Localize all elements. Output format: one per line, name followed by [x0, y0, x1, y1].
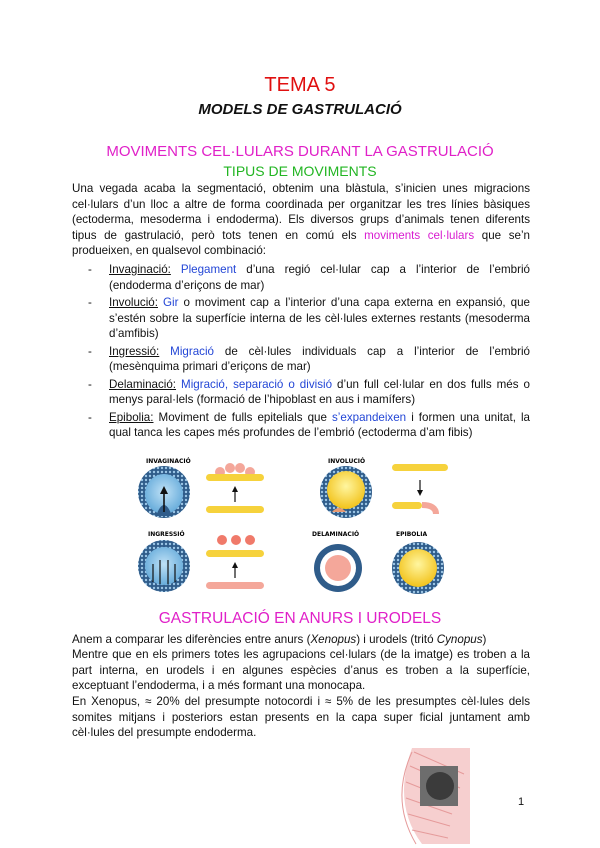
- involution-cell-sheet: [392, 464, 448, 514]
- movement-keyword: s’expandeixen: [332, 410, 407, 424]
- invagination-cell-sheet: [206, 463, 264, 513]
- section-subheading-types: TIPUS DE MOVIMENTS: [223, 163, 377, 179]
- epiboly-diagram: [392, 531, 444, 594]
- intro-highlight: moviments cel·lulars: [364, 228, 475, 242]
- anurans-urodeles-paragraph: Mentre que en els primers totes les agrupacions cel·lulars (de la imatge) es troben a la part interna, en urodels i en algunes espècies d’anus es troben a la superfície, exceptuant l’endoderma, i a més formant una monocapa.: [72, 648, 530, 692]
- movement-keyword: Gir: [163, 296, 179, 309]
- delamination-diagram: [312, 531, 362, 592]
- movement-keyword: Plegament: [180, 263, 237, 276]
- figure-label: DELAMINACIÓ: [312, 531, 360, 538]
- movement-term: Involució:: [109, 296, 158, 309]
- comparison-paragraph: [72, 632, 530, 648]
- section-heading-anurans-urodeles: GASTRULACIÓ EN ANURS I URODELS: [158, 610, 442, 627]
- list-item: - Invaginació: Plegament d’una regió cel·lular cap a l’interior de l’embrió (endoderma d’eriçons de mar): [88, 263, 530, 292]
- movement-keyword: Migració: [170, 344, 214, 358]
- movement-description: i formen una unitat, la qual tanca les capes més profundes de l’embrió (ectoderma d’am fibis): [109, 410, 530, 439]
- gastrulation-movements-figure: [136, 454, 472, 596]
- figure-label: INVAGINACIÓ: [146, 458, 191, 465]
- page-subtitle: MODELS DE GASTRULACIÓ: [198, 101, 402, 118]
- list-item: - Ingressió: Migració de cèl·lules individuals cap a l’interior de l’embrió (mesènquima primari d’eriçons de mar): [88, 344, 530, 373]
- movement-list: [88, 262, 530, 443]
- ingression-diagram: [138, 531, 190, 592]
- genus-name: Cynopus: [436, 633, 483, 646]
- movement-keyword: Migració, separació o divisió: [181, 377, 333, 391]
- list-item: - Delaminació: Migració, separació o divisió d’un full cel·lular en dos fulls més o menys paral·lels (formació de l’hipoblast en aus i mamífers): [88, 377, 530, 406]
- paragraph-text: Anem a comparar les diferències entre anurs (: [72, 633, 311, 646]
- list-item: - Involució: Gir o moviment cap a l’interior d’una capa externa en expansió, que s’estén sobre la superfície interna de les cèl·lules externes restants (mesoderma d’amfibis): [88, 296, 530, 340]
- figure-label: INGRESSIÓ: [148, 531, 185, 538]
- page-title: TEMA 5: [264, 74, 336, 96]
- intro-text-end: que se’n produeixen, en qualsevol combinació:: [72, 228, 530, 257]
- invagination-diagram: [138, 458, 191, 518]
- movement-description: d’una regió cel·lular cap a l’interior de l’embrió (endoderma d’eriçons de mar): [109, 263, 530, 292]
- movement-term: Delaminació:: [109, 377, 177, 391]
- movement-description: o moviment cap a l’interior d’una capa externa en expansió, que s’estén sobre la superfície interna de les cèl·lules externes restants (mesoderma d’amfibis): [109, 296, 530, 340]
- intro-paragraph: [72, 181, 530, 259]
- movement-term: Epibolia:: [109, 410, 154, 424]
- movement-description: de cèl·lules individuals cap a l’interior de l’embrió (mesènquima primari d’eriçons de mar): [109, 344, 530, 373]
- movement-term: Invaginació:: [109, 263, 171, 276]
- xenopus-paragraph: En Xenopus, ≈ 20% del presumpte notocordi i ≈ 5% de les presumptes cèl·lules dels somites mitjans i posteriors estan presents en la capa super ficial juntament amb cèl·lules del presumpte endoderma.: [72, 695, 530, 739]
- movement-description: Moviment de fulls epitelials que: [153, 410, 332, 424]
- intro-text: Una vegada acaba la segmentació, obtenim una blàstula, s’inicien unes migracions cel·lulars d’un lloc a altre de forma coordinada per organitzar les tres línies bàsiques (ectoderma, mesoderma i endoderma). Els diversos grups d’animals tenen diferents tipus de gastrulació, però tots tenen en comú els: [72, 182, 530, 242]
- movement-description: d’un full cel·lular en dos fulls més o menys paral·lels (formació de l’hipoblast en aus i mamífers): [109, 377, 530, 406]
- ingression-cell-sheet: [206, 535, 264, 589]
- genus-name: Xenopus: [310, 633, 357, 646]
- movement-term: Ingressió:: [109, 344, 160, 358]
- section-heading-movements: MOVIMENTS CEL·LULARS DURANT LA GASTRULACIÓ: [106, 143, 494, 160]
- figure-label: EPIBOLIA: [396, 531, 428, 538]
- paragraph-text: ) i urodels (tritó: [356, 633, 437, 646]
- paragraph-text: ): [482, 633, 487, 646]
- list-item: - Epibolia: Moviment de fulls epitelials que s’expandeixen i formen una unitat, la qual tanca les capes més profundes de l’embrió (ectoderma d’am fibis): [88, 410, 530, 439]
- embryo-cell-fan-illustration: [352, 744, 470, 848]
- figure-label: INVOLUCIÓ: [328, 458, 366, 465]
- involution-diagram: [320, 458, 372, 518]
- page-number: 1: [518, 796, 525, 808]
